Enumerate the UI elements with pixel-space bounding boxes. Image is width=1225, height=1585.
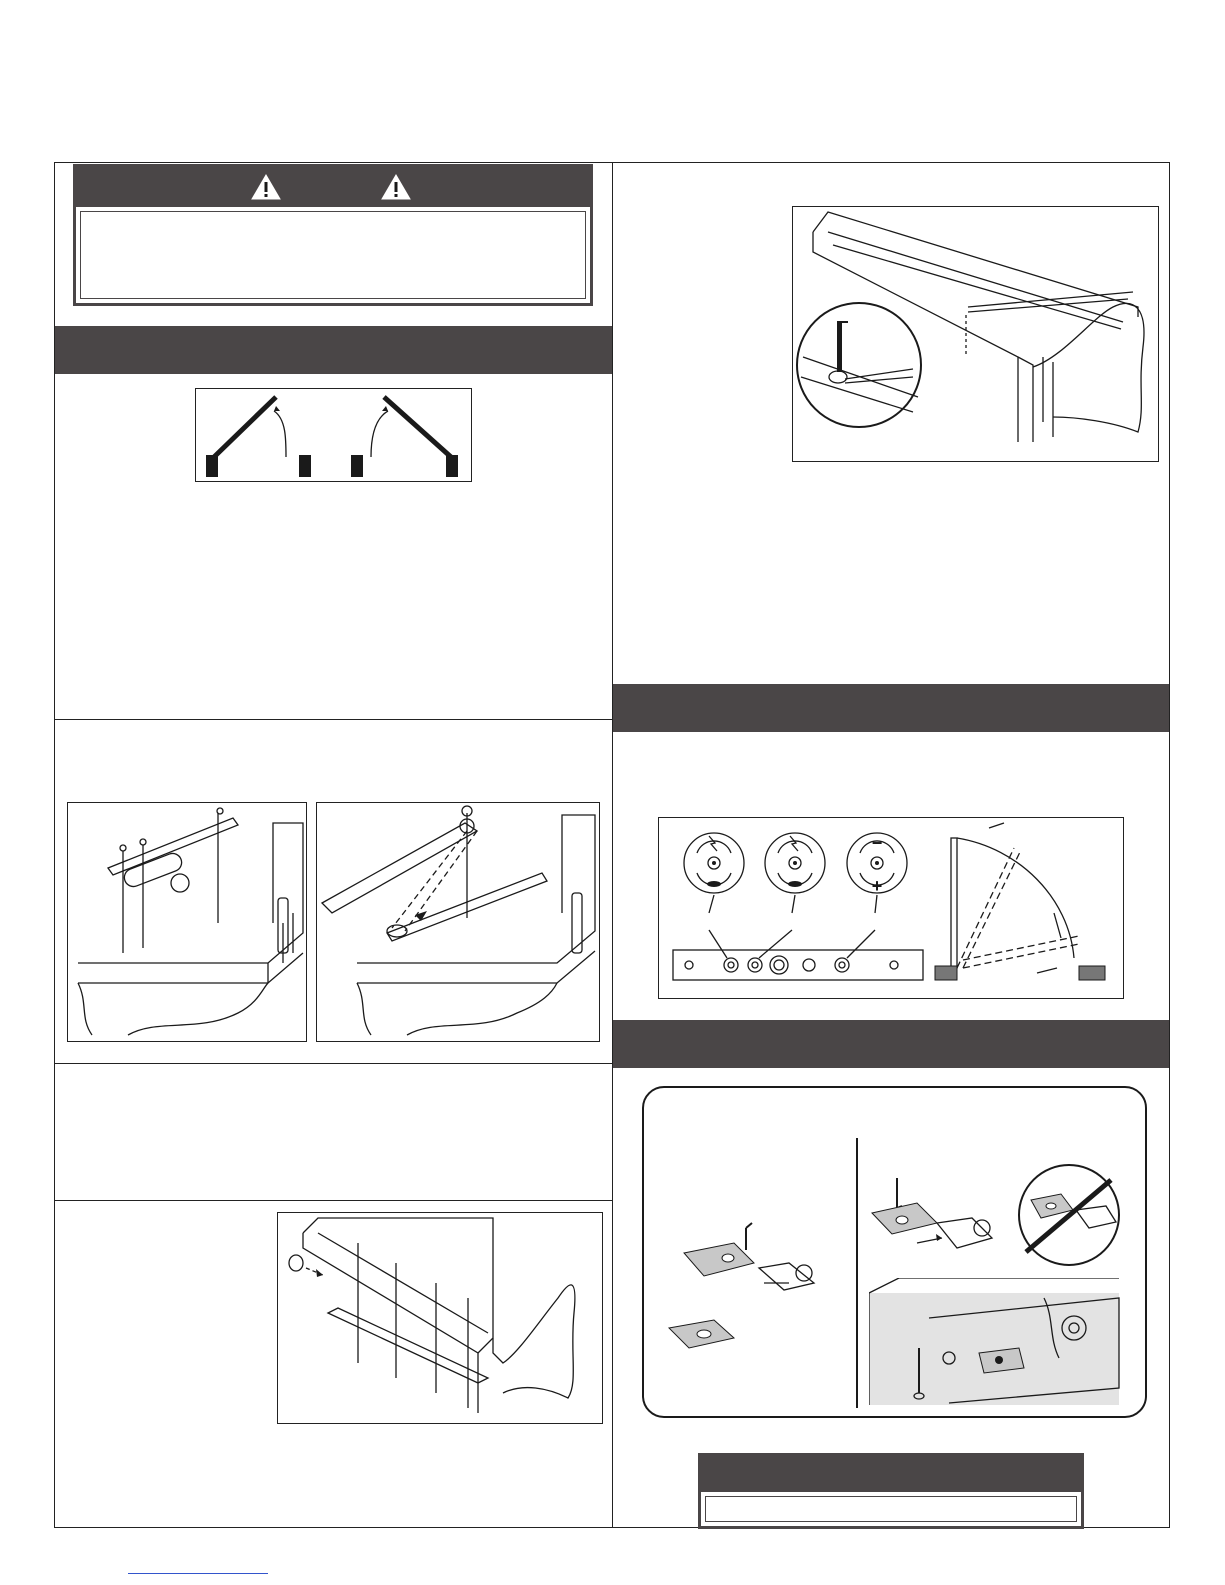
- info-box-body: [705, 1496, 1077, 1522]
- left-hand-door: [206, 397, 311, 477]
- valve-adjustment-diagram: [658, 817, 1124, 999]
- door-handing-diagram: [195, 388, 472, 482]
- arm-adjustment-hex-key-diagram: [792, 206, 1159, 462]
- section-divider: [55, 1063, 612, 1064]
- arm-attachment-diagram: [316, 802, 600, 1042]
- closer-valve-body: [673, 930, 923, 980]
- door-swing-diagram: [935, 823, 1105, 980]
- mounting-plate-side-diagram: [862, 1168, 1002, 1288]
- closer-body-mounting-diagram: [67, 802, 307, 1042]
- minus-symbol: −: [871, 833, 883, 853]
- section-header-bar: [55, 326, 612, 374]
- warning-body: [80, 211, 586, 299]
- panel-divider: [856, 1138, 858, 1408]
- plus-symbol: +: [871, 876, 883, 896]
- warning-triangle-icon: [251, 174, 281, 200]
- info-box: [698, 1453, 1084, 1529]
- mounting-plate-incorrect-diagram: [1001, 1160, 1137, 1270]
- column-divider: [612, 162, 613, 1528]
- latch-speed-dial: [765, 833, 825, 913]
- footer-link-underline[interactable]: [128, 1573, 268, 1574]
- info-box-header: [701, 1456, 1081, 1492]
- section-divider: [55, 719, 612, 720]
- backcheck-dial: [847, 833, 907, 913]
- section-divider: [55, 1200, 612, 1201]
- warning-box: [73, 164, 593, 306]
- mounting-plate-panel: [642, 1086, 1147, 1418]
- section-header-bar: [613, 1020, 1169, 1068]
- track-mounting-diagram: [277, 1212, 603, 1424]
- mounting-plate-correct-diagram: [664, 1208, 844, 1398]
- installed-view-diagram: [869, 1278, 1139, 1408]
- warning-triangle-icon: [381, 174, 411, 200]
- closing-speed-dial: [684, 833, 744, 913]
- right-hand-door: [351, 397, 458, 477]
- section-header-bar: [613, 684, 1169, 732]
- warning-header-bar: [76, 167, 590, 207]
